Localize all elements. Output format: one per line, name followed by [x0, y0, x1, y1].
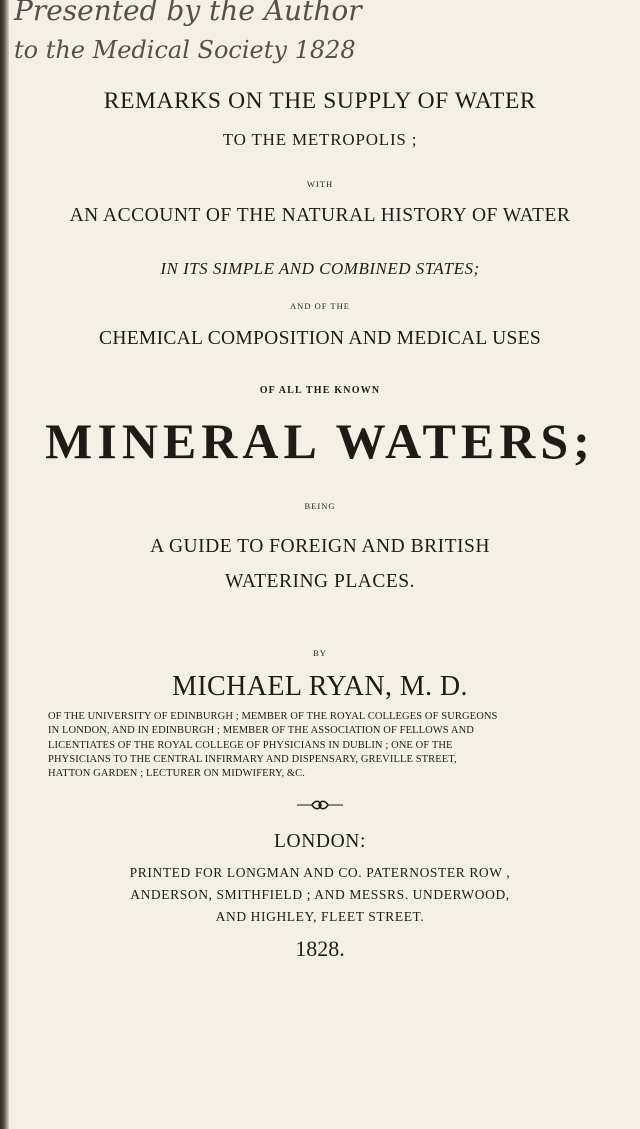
imprint-publisher-line: AND HIGHLEY, FLEET STREET.: [215, 909, 425, 924]
credentials-line: OF THE UNIVERSITY OF EDINBURGH ; MEMBER OF THE ROYAL COLLEGES OF SURGEONS: [48, 711, 498, 722]
author-name: MICHAEL RYAN, M. D.: [172, 671, 468, 702]
printer-ornament-icon: [296, 798, 344, 812]
connector-and-of-the: AND OF THE: [290, 301, 350, 311]
title-line-4: IN ITS SIMPLE AND COMBINED STATES;: [160, 259, 480, 278]
title-line-5: CHEMICAL COMPOSITION AND MEDICAL USES: [99, 328, 541, 349]
handwritten-annotation-line-one: Presented by the Author: [14, 0, 362, 27]
publication-year: 1828.: [295, 936, 345, 961]
imprint-publisher-line: ANDERSON, SMITHFIELD ; AND MESSRS. UNDERWOOD,: [130, 887, 510, 902]
subtitle-line-2: WATERING PLACES.: [224, 571, 415, 592]
handwritten-annotation-line-two: to the Medical Society 1828: [14, 36, 356, 64]
connector-of-all-the-known: OF ALL THE KNOWN: [259, 385, 381, 396]
connector-with: WITH: [306, 179, 334, 189]
title-line-2: TO THE METROPOLIS ;: [222, 130, 418, 149]
title-line-1: REMARKS ON THE SUPPLY OF WATER: [103, 88, 537, 114]
imprint-city: LONDON:: [274, 831, 366, 852]
connector-being: BEING: [304, 501, 336, 511]
author-credentials: [48, 710, 604, 781]
byline-prefix: BY: [313, 648, 327, 658]
credentials-line: HATTON GARDEN ; LECTURER ON MIDWIFERY, &C.: [48, 768, 305, 780]
credentials-line: PHYSICIANS TO THE CENTRAL INFIRMARY AND DISPENSARY, GREVILLE STREET,: [48, 753, 457, 765]
credentials-line: LICENTIATES OF THE ROYAL COLLEGE OF PHYSICIANS IN DUBLIN ; ONE OF THE: [48, 739, 453, 751]
credentials-line: IN LONDON, AND IN EDINBURGH ; MEMBER OF THE ASSOCIATION OF FELLOWS AND: [48, 725, 474, 737]
subtitle-line-1: A GUIDE TO FOREIGN AND BRITISH: [150, 536, 490, 557]
title-line-3: AN ACCOUNT OF THE NATURAL HISTORY OF WATER: [69, 205, 571, 226]
main-title: MINERAL WATERS;: [45, 413, 595, 469]
imprint-publisher-line: PRINTED FOR LONGMAN AND CO. PATERNOSTER ROW ,: [129, 865, 511, 880]
